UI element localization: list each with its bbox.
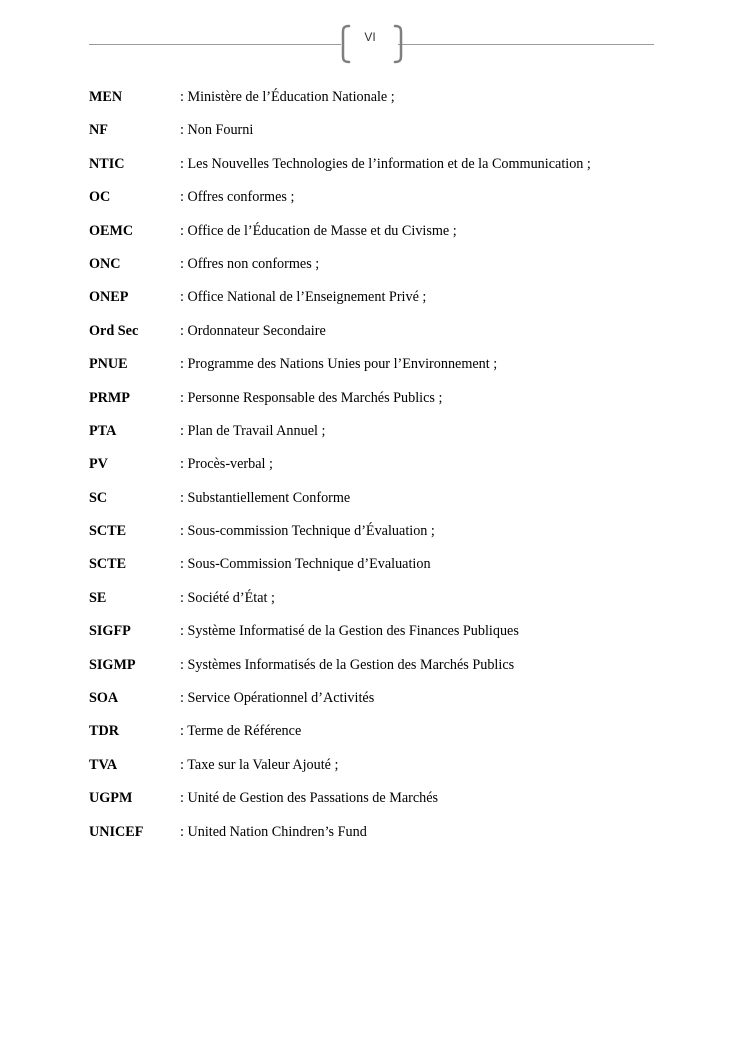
abbreviation-term: SE [89, 589, 107, 606]
abbreviation-definition: : Taxe sur la Valeur Ajouté ; [180, 756, 339, 773]
abbreviation-row [89, 754, 689, 787]
abbreviation-row [89, 787, 689, 820]
abbreviation-definition: : Systèmes Informatisés de la Gestion des Marchés Publics [180, 656, 515, 673]
abbreviation-definition: : Substantiellement Conforme [180, 489, 351, 506]
abbreviation-term: SIGMP [89, 656, 136, 673]
abbreviation-row [89, 687, 689, 720]
abbreviation-definition: : Terme de Référence [180, 723, 302, 740]
abbreviation-term: ONC [89, 255, 121, 272]
abbreviation-definition: : Système Informatisé de la Gestion des Finances Publiques [180, 623, 519, 640]
abbreviation-term: UNICEF [89, 823, 144, 840]
abbreviation-row [89, 320, 689, 353]
abbreviation-row [89, 119, 689, 152]
abbreviation-row [89, 286, 689, 319]
header-rule-left [89, 44, 341, 45]
abbreviation-definition: : Offres conformes ; [180, 189, 295, 206]
header-rule-right [398, 44, 654, 45]
abbreviation-definition: : Personne Responsable des Marchés Publics ; [180, 389, 443, 406]
abbreviation-term: UGPM [89, 790, 133, 807]
abbreviation-definition: : Procès-verbal ; [180, 456, 273, 473]
abbreviation-term: MEN [89, 89, 123, 105]
abbreviation-term: PNUE [89, 356, 128, 373]
abbreviation-term: PTA [89, 422, 117, 439]
abbreviation-definition: : Ministère de l’Éducation Nationale ; [180, 89, 395, 105]
abbreviation-definition: : Service Opérationnel d’Activités [180, 690, 375, 707]
abbreviation-row [89, 487, 689, 520]
abbreviation-definition: : Unité de Gestion des Passations de Marchés [180, 790, 439, 807]
abbreviation-row [89, 186, 689, 219]
abbreviation-row [89, 620, 689, 653]
abbreviation-definition: : Sous-commission Technique d’Évaluation ; [180, 523, 435, 540]
abbreviation-row [89, 420, 689, 453]
abbreviation-definition: : Les Nouvelles Technologies de l’information et de la Communication ; [180, 155, 591, 172]
page-number: VI [364, 30, 376, 44]
abbreviation-term: SCTE [89, 556, 127, 573]
abbreviation-definition: : Société d’État ; [180, 589, 275, 606]
abbreviation-term: Ord Sec [89, 322, 139, 339]
abbreviation-term: NTIC [89, 155, 125, 172]
abbreviation-term: TDR [89, 723, 119, 740]
abbreviation-definition: : Programme des Nations Unies pour l’Environnement ; [180, 356, 498, 373]
abbreviation-term: NF [89, 122, 108, 139]
abbreviation-row [89, 587, 689, 620]
abbreviation-row [89, 387, 689, 420]
abbreviation-row [89, 553, 689, 586]
abbreviation-term: ONEP [89, 289, 129, 306]
page-header [0, 0, 745, 70]
abbreviation-term: SIGFP [89, 623, 131, 640]
abbreviation-term: TVA [89, 756, 118, 773]
abbreviation-definition: : Office National de l’Enseignement Privé ; [180, 289, 427, 306]
abbreviation-row [89, 253, 689, 286]
abbreviation-row [89, 654, 689, 687]
abbreviation-term: OEMC [89, 222, 134, 239]
abbreviation-term: SOA [89, 690, 119, 707]
abbreviation-definition: : Sous-Commission Technique d’Evaluation [180, 556, 431, 573]
abbreviation-row [89, 720, 689, 753]
abbreviation-definition: : Non Fourni [180, 122, 254, 139]
abbreviation-row [89, 86, 689, 119]
abbreviation-row [89, 153, 689, 186]
abbreviation-term: PRMP [89, 389, 130, 406]
abbreviation-row [89, 821, 689, 854]
abbreviation-list [89, 86, 689, 854]
abbreviation-term: SCTE [89, 523, 127, 540]
abbreviation-term: SC [89, 489, 108, 506]
abbreviation-row [89, 520, 689, 553]
abbreviation-row [89, 353, 689, 386]
abbreviation-row [89, 453, 689, 486]
abbreviation-term: PV [89, 456, 108, 473]
abbreviation-definition: : United Nation Chindren’s Fund [180, 823, 367, 840]
abbreviation-term: OC [89, 189, 111, 206]
abbreviation-definition: : Plan de Travail Annuel ; [180, 422, 326, 439]
abbreviation-row [89, 220, 689, 253]
abbreviation-definition: : Offres non conformes ; [180, 255, 320, 272]
abbreviation-definition: : Ordonnateur Secondaire [180, 322, 326, 339]
abbreviation-definition: : Office de l’Éducation de Masse et du Civisme ; [180, 222, 457, 239]
